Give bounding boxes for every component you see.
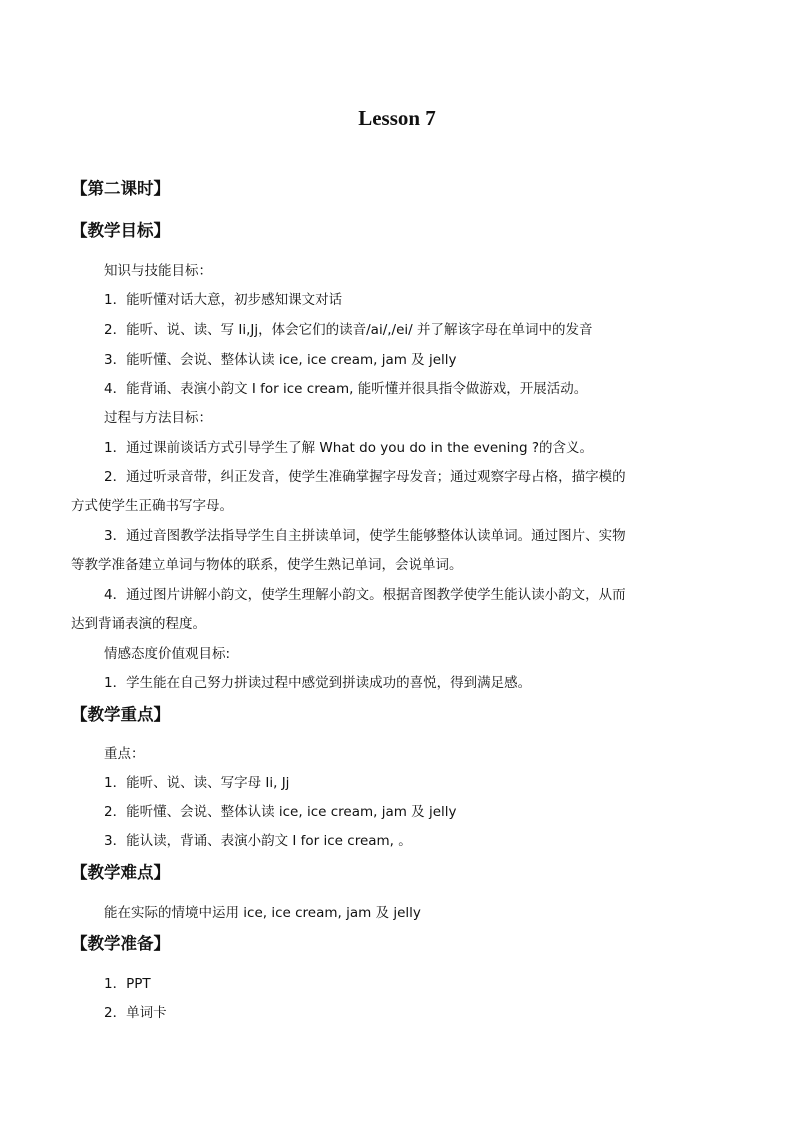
key-point-item-2: 2．能听懂、会说、整体认读 ice, ice cream, jam 及 jelly [104, 804, 457, 820]
process-item-2-continued: 方式使学生正确书写字母。 [71, 498, 233, 514]
process-item-2: 2．通过听录音带，纠正发音，使学生准确掌握字母发音；通过观察字母占格，描字模的 [104, 469, 626, 485]
preparation-item-2: 2．单词卡 [104, 1005, 167, 1021]
heading-key-points: 【教学重点】 [71, 705, 170, 724]
heading-preparation: 【教学准备】 [71, 934, 170, 953]
process-item-4: 4．通过图片讲解小韵文，使学生理解小韵文。根据音图教学使学生能认读小韵文，从而 [104, 587, 626, 603]
page-title: Lesson 7 [358, 106, 436, 130]
knowledge-title: 知识与技能目标： [104, 263, 212, 279]
process-item-4-continued: 达到背诵表演的程度。 [71, 616, 206, 632]
knowledge-item-2: 2．能听、说、读、写 Ii,Jj，体会它们的读音/ai/,/ei/ 并了解该字母在单词中的发音 [104, 322, 593, 338]
heading-period: 【第二课时】 [71, 179, 170, 198]
preparation-item-1: 1．PPT [104, 976, 151, 992]
heading-difficulties: 【教学难点】 [71, 863, 170, 882]
process-item-1: 1．通过课前谈话方式引导学生了解 What do you do in the evening ?的含义。 [104, 440, 594, 456]
process-title: 过程与方法目标： [104, 410, 212, 426]
key-point-item-3: 3．能认读，背诵、表演小韵文 I for ice cream, 。 [104, 833, 412, 849]
knowledge-item-1: 1．能听懂对话大意，初步感知课文对话 [104, 292, 343, 308]
key-point-item-1: 1．能听、说、读、写字母 Ii, Jj [104, 775, 290, 791]
process-item-3-continued: 等教学准备建立单词与物体的联系，使学生熟记单词，会说单词。 [71, 557, 463, 573]
heading-objectives: 【教学目标】 [71, 221, 170, 240]
key-points-label: 重点： [104, 746, 145, 762]
difficulty-text: 能在实际的情境中运用 ice, ice cream, jam 及 jelly [104, 905, 421, 921]
knowledge-item-3: 3．能听懂、会说、整体认读 ice, ice cream, jam 及 jelly [104, 352, 457, 368]
emotion-title: 情感态度价值观目标: [104, 646, 231, 662]
process-item-3: 3．通过音图教学法指导学生自主拼读单词，使学生能够整体认读单词。通过图片、实物 [104, 528, 626, 544]
emotion-item-1: 1．学生能在自己努力拼读过程中感觉到拼读成功的喜悦，得到满足感。 [104, 675, 532, 691]
knowledge-item-4: 4．能背诵、表演小韵文 I for ice cream, 能听懂并很具指令做游戏，开展活动。 [104, 381, 588, 397]
